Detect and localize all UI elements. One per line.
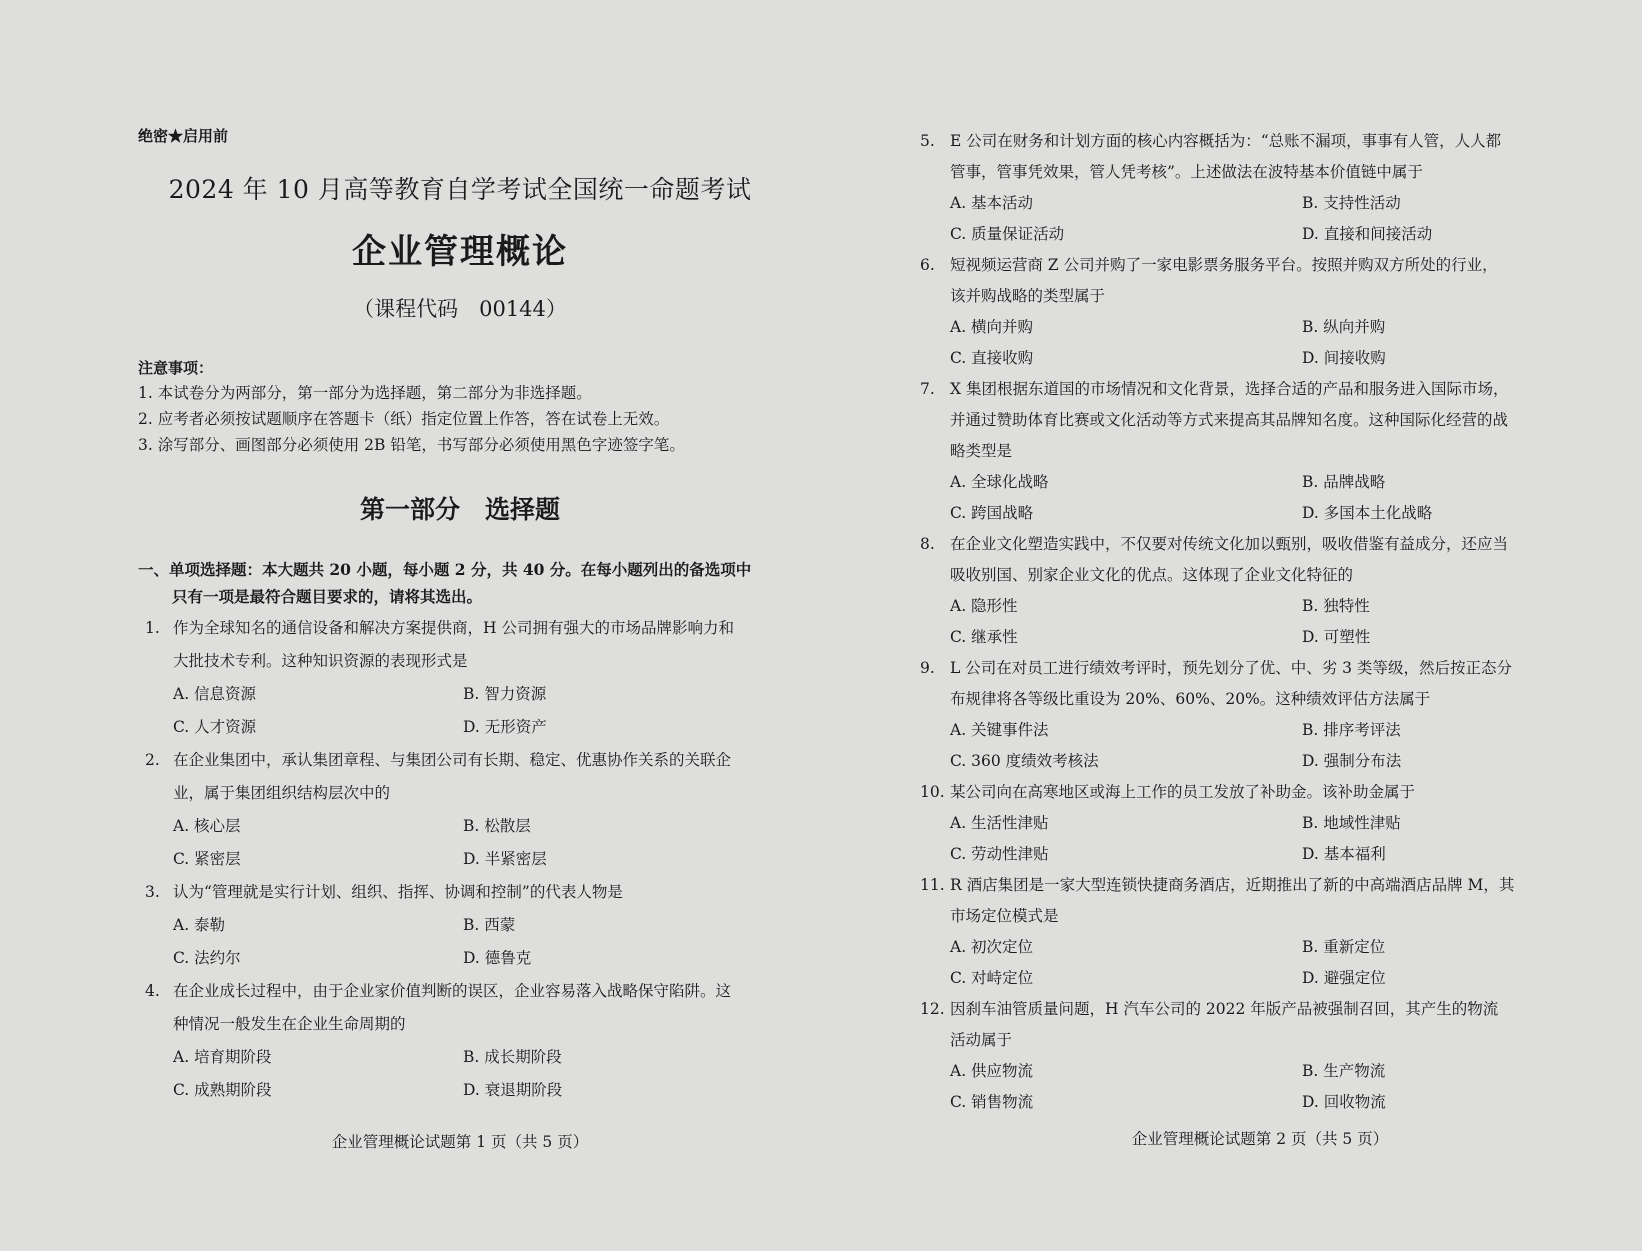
option-a: A. 生活性津贴 [950, 814, 1049, 832]
question-stem-continued: 种情况一般发生在企业生命周期的 [173, 1015, 406, 1033]
course-code: （课程代码 00144） [353, 297, 567, 321]
note-item: 2. 应考者必须按试题顺序在答题卡（纸）指定位置上作答，答在试卷上无效。 [138, 410, 670, 428]
option-b: B. 智力资源 [463, 685, 547, 703]
option-d: D. 多国本土化战略 [1302, 504, 1433, 522]
question-text: R 酒店集团是一家大型连锁快捷商务酒店，近期推出了新的中高端酒店品牌 M，其 [950, 876, 1515, 894]
question-text: E 公司在财务和计划方面的核心内容概括为：“总账不漏项，事事有人管，人人都 [950, 132, 1502, 150]
option-b: B. 纵向并购 [1302, 318, 1386, 336]
option-c: C. 质量保证活动 [950, 225, 1065, 243]
question-number: 3. [145, 883, 160, 901]
option-row [145, 942, 785, 975]
question-text: 在企业文化塑造实践中，不仅要对传统文化加以甄别，吸收借鉴有益成分，还应当 [950, 535, 1509, 553]
option-row [920, 932, 1620, 963]
option-c: C. 360 度绩效考核法 [950, 752, 1099, 770]
option-b: B. 重新定位 [1302, 938, 1386, 956]
question-text: 因刹车油管质量问题，H 汽车公司的 2022 年版产品被强制召回，其产生的物流 [950, 1000, 1499, 1018]
option-row [920, 1087, 1620, 1118]
confidential-label: 绝密★启用前 [138, 127, 229, 145]
question-number: 11. [920, 876, 945, 894]
option-row [920, 219, 1620, 250]
option-b: B. 松散层 [463, 817, 531, 835]
option-row [145, 843, 785, 876]
option-d: D. 避强定位 [1302, 969, 1386, 987]
question-number: 5. [920, 132, 935, 150]
question-stem [145, 744, 785, 777]
option-row [145, 1041, 785, 1074]
question-text: 作为全球知名的通信设备和解决方案提供商，H 公司拥有强大的市场品牌影响力和 [173, 619, 734, 637]
exam-title: 2024 年 10 月高等教育自学考试全国统一命题考试 [168, 175, 752, 204]
question-text: 在企业集团中，承认集团章程、与集团公司有长期、稳定、优惠协作关系的关联企 [173, 751, 732, 769]
option-row [920, 808, 1620, 839]
option-b: B. 地域性津贴 [1302, 814, 1401, 832]
option-a: A. 隐形性 [950, 597, 1018, 615]
question-stem [920, 126, 1620, 157]
option-b: B. 西蒙 [463, 916, 516, 934]
option-c: C. 对峙定位 [950, 969, 1034, 987]
question-number: 1. [145, 619, 160, 637]
option-row [920, 1056, 1620, 1087]
question-text: L 公司在对员工进行绩效考评时，预先划分了优、中、劣 3 类等级，然后按正态分 [950, 659, 1512, 677]
option-row [920, 343, 1620, 374]
question-stem-continued: 并通过赞助体育比赛或文化活动等方式来提高其品牌知名度。这种国际化经营的战 [950, 411, 1509, 429]
option-b: B. 支持性活动 [1302, 194, 1401, 212]
question-stem [145, 876, 785, 909]
option-row [145, 909, 785, 942]
question-number: 10. [920, 783, 945, 801]
question-stem [920, 250, 1620, 281]
option-a: A. 关键事件法 [950, 721, 1049, 739]
option-row [145, 1074, 785, 1107]
option-b: B. 成长期阶段 [463, 1048, 562, 1066]
option-d: D. 可塑性 [1302, 628, 1371, 646]
question-stem [920, 653, 1620, 684]
option-c: C. 继承性 [950, 628, 1018, 646]
option-b: B. 生产物流 [1302, 1062, 1386, 1080]
question-stem [920, 870, 1620, 901]
notes-title: 注意事项： [138, 359, 214, 377]
option-b: B. 排序考评法 [1302, 721, 1401, 739]
question-stem-continued: 管事，管事凭效果，管人凭考核”。上述做法在波特基本价值链中属于 [950, 163, 1423, 181]
question-stem-continued: 该并购战略的类型属于 [950, 287, 1106, 305]
option-d: D. 德鲁克 [463, 949, 532, 967]
question-stem [145, 612, 785, 645]
option-b: B. 品牌战略 [1302, 473, 1386, 491]
question-stem-continued: 市场定位模式是 [950, 907, 1059, 925]
option-d: D. 基本福利 [1302, 845, 1386, 863]
option-row [920, 498, 1620, 529]
section-heading-line: 一、单项选择题：本大题共 20 小题，每小题 2 分，共 40 分。在每小题列出的备选项中 [138, 560, 752, 579]
option-d: D. 间接收购 [1302, 349, 1386, 367]
question-stem-continued: 业，属于集团组织结构层次中的 [173, 784, 391, 802]
question-number: 2. [145, 751, 160, 769]
notes-list [138, 380, 685, 458]
exam-page-1 [0, 0, 820, 1251]
option-a: A. 横向并购 [950, 318, 1034, 336]
option-c: C. 法约尔 [173, 949, 241, 967]
option-a: A. 核心层 [173, 817, 241, 835]
question-stem [920, 777, 1620, 808]
note-item: 1. 本试卷分为两部分，第一部分为选择题，第二部分为非选择题。 [138, 384, 592, 402]
option-c: C. 成熟期阶段 [173, 1081, 272, 1099]
note-item: 3. 涂写部分、画图部分必须使用 2B 铅笔，书写部分必须使用黑色字迹签字笔。 [138, 436, 685, 454]
question-number: 4. [145, 982, 160, 1000]
page-footer: 企业管理概论试题第 2 页（共 5 页） [1131, 1130, 1389, 1148]
option-row [920, 622, 1620, 653]
option-d: D. 半紧密层 [463, 850, 547, 868]
option-b: B. 独特性 [1302, 597, 1370, 615]
option-row [920, 746, 1620, 777]
option-c: C. 直接收购 [950, 349, 1034, 367]
question-stem-continued: 活动属于 [950, 1031, 1013, 1049]
option-d: D. 强制分布法 [1302, 752, 1402, 770]
option-d: D. 衰退期阶段 [463, 1081, 563, 1099]
option-c: C. 紧密层 [173, 850, 241, 868]
option-d: D. 无形资产 [463, 718, 547, 736]
option-a: A. 培育期阶段 [173, 1048, 272, 1066]
option-a: A. 供应物流 [950, 1062, 1034, 1080]
option-row [920, 591, 1620, 622]
option-c: C. 人才资源 [173, 718, 257, 736]
option-a: A. 初次定位 [950, 938, 1034, 956]
question-stem-continued: 大批技术专利。这种知识资源的表现形式是 [173, 652, 468, 670]
question-stem [920, 529, 1620, 560]
question-stem-continued: 吸收别国、别家企业文化的优点。这体现了企业文化特征的 [950, 566, 1354, 584]
page-footer: 企业管理概论试题第 1 页（共 5 页） [331, 1133, 589, 1151]
option-a: A. 信息资源 [173, 685, 257, 703]
option-c: C. 劳动性津贴 [950, 845, 1049, 863]
question-text: 认为“管理就是实行计划、组织、指挥、协调和控制”的代表人物是 [173, 883, 623, 901]
question-stem [920, 374, 1620, 405]
question-stem [145, 975, 785, 1008]
option-row [920, 312, 1620, 343]
question-text: 在企业成长过程中，由于企业家价值判断的误区，企业容易落入战略保守陷阱。这 [173, 982, 732, 1000]
option-c: C. 跨国战略 [950, 504, 1034, 522]
question-text: X 集团根据东道国的市场情况和文化背景，选择合适的产品和服务进入国际市场， [950, 380, 1509, 398]
exam-page-2 [820, 0, 1642, 1251]
question-list [145, 612, 785, 1107]
option-c: C. 销售物流 [950, 1093, 1034, 1111]
question-list [920, 126, 1620, 1118]
question-number: 12. [920, 1000, 945, 1018]
option-a: A. 泰勒 [173, 916, 226, 934]
option-d: D. 回收物流 [1302, 1093, 1386, 1111]
question-number: 6. [920, 256, 935, 274]
subject-title: 企业管理概论 [352, 232, 568, 272]
option-d: D. 直接和间接活动 [1302, 225, 1433, 243]
part-title: 第一部分 选择题 [359, 495, 560, 524]
option-a: A. 全球化战略 [950, 473, 1049, 491]
question-stem-continued: 略类型是 [950, 442, 1013, 460]
question-text: 某公司向在高寒地区或海上工作的员工发放了补助金。该补助金属于 [950, 783, 1416, 801]
question-text: 短视频运营商 Z 公司并购了一家电影票务服务平台。按照并购双方所处的行业， [950, 256, 1498, 274]
option-row [920, 467, 1620, 498]
section-heading [138, 556, 788, 610]
option-row [145, 711, 785, 744]
option-a: A. 基本活动 [950, 194, 1034, 212]
option-row [920, 839, 1620, 870]
option-row [920, 963, 1620, 994]
option-row [145, 810, 785, 843]
question-number: 8. [920, 535, 935, 553]
question-number: 9. [920, 659, 935, 677]
option-row [145, 678, 785, 711]
question-number: 7. [920, 380, 935, 398]
question-stem-continued: 布规律将各等级比重设为 20%、60%、20%。这种绩效评估方法属于 [950, 690, 1431, 708]
section-heading-line: 只有一项是最符合题目要求的，请将其选出。 [172, 587, 483, 606]
question-stem [920, 994, 1620, 1025]
option-row [920, 188, 1620, 219]
option-row [920, 715, 1620, 746]
